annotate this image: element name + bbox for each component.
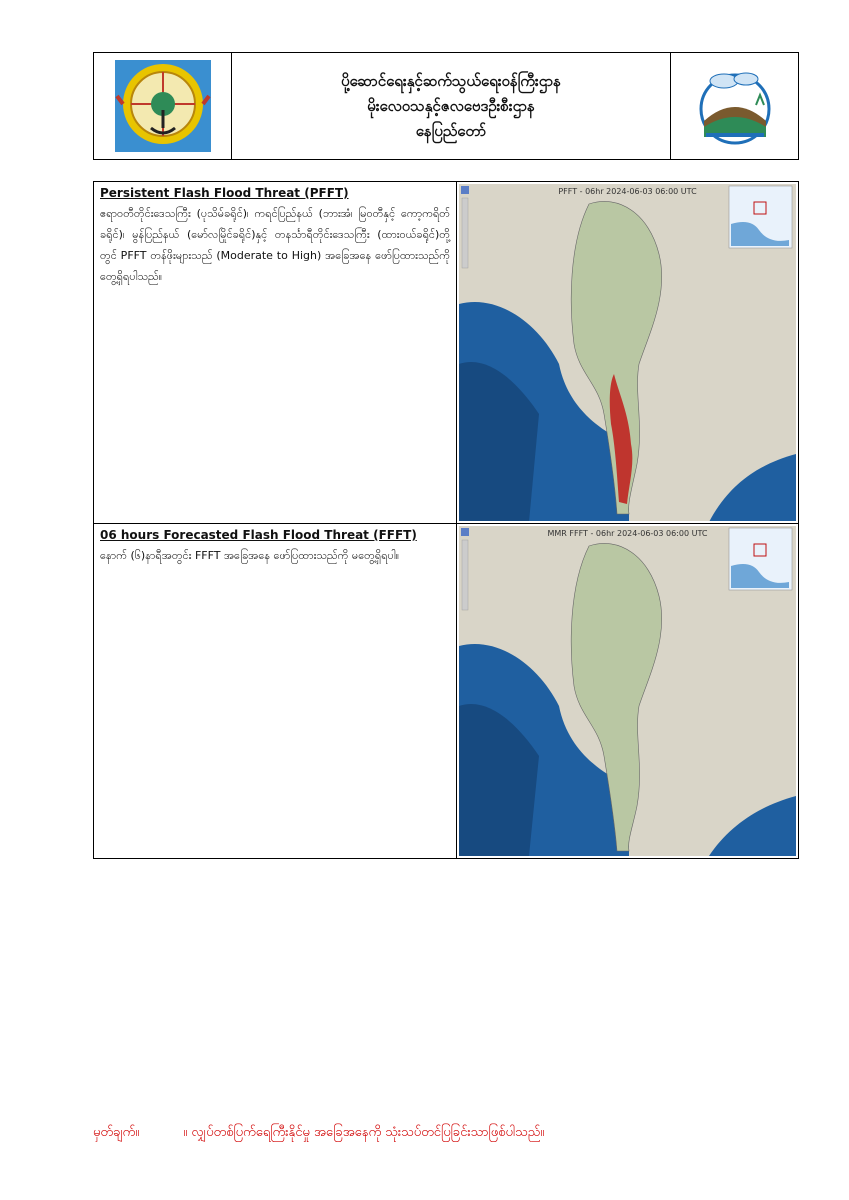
pfft-map-title: PFFT - 06hr 2024-06-03 06:00 UTC xyxy=(558,187,697,196)
content-table xyxy=(93,181,799,859)
ffft-row xyxy=(94,524,798,858)
pfft-map xyxy=(459,184,796,521)
ffft-map xyxy=(459,526,796,856)
ffft-title: 06 hours Forecasted Flash Flood Threat (FFFT) xyxy=(100,528,417,542)
ministry-name: ပို့ဆောင်ရေးနှင့်ဆက်သွယ်ရေးဝန်ကြီးဌာန xyxy=(341,71,561,90)
ffft-map-image xyxy=(459,526,796,856)
pfft-map-image xyxy=(459,184,796,521)
pfft-text-cell xyxy=(94,182,457,523)
city-name: နေပြည်တော် xyxy=(415,121,487,140)
ffft-map-title: MMR FFFT - 06hr 2024-06-03 06:00 UTC xyxy=(547,529,708,538)
ffft-map-cell xyxy=(457,524,798,858)
ffft-text-cell xyxy=(94,524,457,858)
footer-text: ။ လျှပ်တစ်ပြက်ရေကြီးနိုင်မှု အခြေအနေကို သုံးသပ်တင်ပြခြင်းသာဖြစ်ပါသည်။ xyxy=(183,1125,545,1140)
pfft-description: ဧရာဝတီတိုင်းဒေသကြီး (ပုသိမ်ခရိုင်)၊ ကရင်ပြည်နယ် (ဘားအံ၊ မြဝတီနှင့် ကော့ကရိတ်ခရိုင်)၊ မွန်ပြည်နယ် (မော်လမြိုင်ခရိုင်)နှင့် တနင်္သာရီတိုင်းဒေသကြီး (ထားဝယ်ခရိုင်)တို့တွင် PFFT တန်ဖိုးများသည် (Moderate to High) အခြေအနေ ဖော်ပြထားသည်ကို တွေ့ရှိရပါသည်။ xyxy=(100,207,450,283)
header-title-block xyxy=(232,53,670,159)
department-name: မိုးလေဝသနှင့်ဇလဗေဒဦးစီးဌာန xyxy=(367,96,535,115)
department-logo-cell xyxy=(670,53,798,159)
pfft-title: Persistent Flash Flood Threat (PFFT) xyxy=(100,186,349,200)
ministry-emblem-icon xyxy=(113,58,213,154)
footer-label: မှတ်ချက်။ xyxy=(93,1125,140,1140)
hydrology-cycle-logo-icon xyxy=(690,61,780,151)
document-header xyxy=(93,52,799,160)
footer-note xyxy=(93,1124,799,1143)
pfft-row xyxy=(94,182,798,524)
ffft-description: နောက် (၆)နာရီအတွင်း FFFT အခြေအနေ ဖော်ပြထားသည်ကို မတွေ့ရှိရပါ။ xyxy=(100,549,400,562)
pfft-map-cell xyxy=(457,182,798,523)
ministry-logo-cell xyxy=(94,53,232,159)
